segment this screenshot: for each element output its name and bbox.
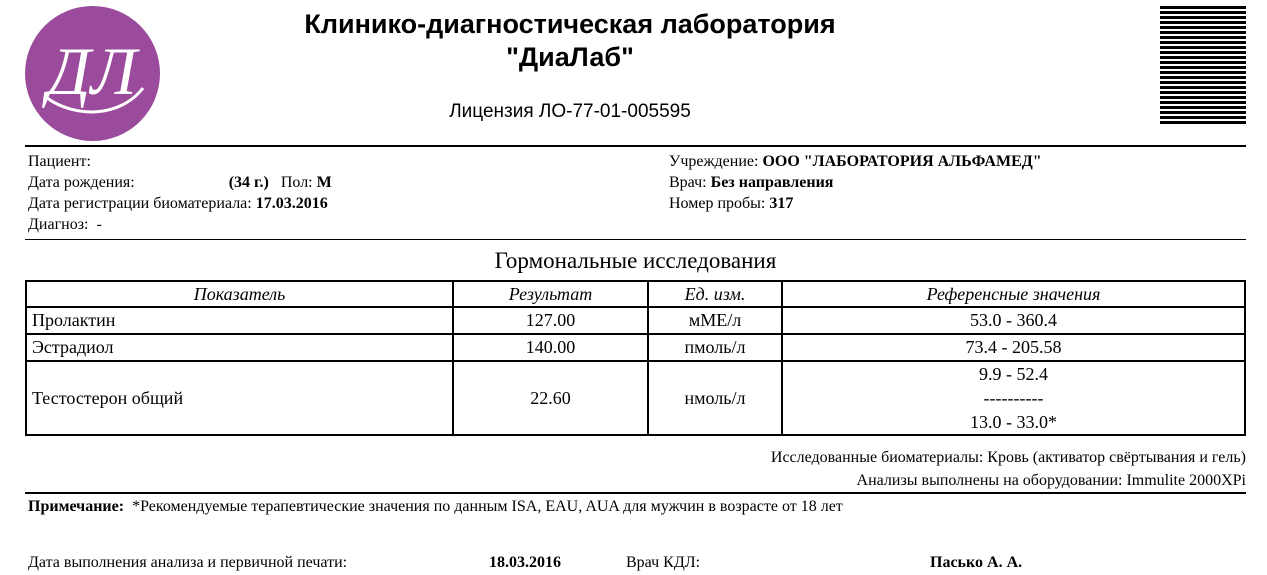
footer-divider: [25, 492, 1246, 494]
kdl-doctor-value: Пасько А. А.: [930, 554, 1023, 571]
doctor-label: Врач:: [669, 174, 707, 191]
table-row: [26, 361, 1245, 435]
parameter-name: Эстрадиол: [26, 334, 453, 361]
table-header-row: [26, 281, 1245, 307]
diagnosis-value: -: [96, 216, 102, 233]
diagnosis-label: Диагноз:: [28, 216, 89, 233]
birth-label: Дата рождения:: [28, 174, 135, 191]
header-result: Результат: [453, 281, 648, 307]
reference-separator: ----------: [983, 388, 1044, 408]
barcode: [1160, 6, 1246, 130]
header-divider: [25, 145, 1246, 147]
patient-age: (34 г.): [228, 174, 269, 191]
institution-value: ООО "ЛАБОРАТОРИЯ АЛЬФАМЕД": [762, 153, 1042, 170]
institution-label: Учреждение:: [669, 153, 759, 170]
institution-info: [669, 151, 1042, 214]
info-divider: [25, 239, 1246, 240]
table-row: [26, 334, 1245, 361]
results-table: [25, 280, 1246, 436]
result-value: 22.60: [453, 361, 648, 435]
patient-info: [28, 151, 332, 235]
parameter-name: Пролактин: [26, 307, 453, 334]
kdl-doctor-label: Врач КДЛ:: [626, 554, 701, 571]
unit-value: мМЕ/л: [648, 307, 782, 334]
parameter-name: Тестостерон общий: [26, 361, 453, 435]
doctor-value: Без направления: [710, 174, 834, 191]
logo-text: ДЛ: [47, 33, 137, 109]
table-row: [26, 307, 1245, 334]
execution-date-label: Дата выполнения анализа и первичной печати:: [28, 554, 348, 571]
result-value: 140.00: [453, 334, 648, 361]
license-number: Лицензия ЛО-77-01-005595: [449, 101, 691, 122]
lab-title-line1: Клинико-диагностическая лаборатория: [304, 9, 836, 39]
biomaterials-info: Исследованные биоматериалы: Кровь (активатор свёртывания и гель): [770, 449, 1246, 466]
result-value: 127.00: [453, 307, 648, 334]
reference-value: 53.0 - 360.4: [782, 307, 1245, 334]
unit-value: нмоль/л: [648, 361, 782, 435]
reg-date: 17.03.2016: [255, 195, 328, 212]
header-reference: Референсные значения: [782, 281, 1245, 307]
note: [28, 498, 843, 516]
header-unit: Ед. изм.: [648, 281, 782, 307]
patient-label: Пациент:: [28, 153, 91, 170]
lab-title-line2: "ДиаЛаб": [506, 42, 634, 72]
lab-logo: [25, 6, 160, 141]
reg-label: Дата регистрации биоматериала:: [28, 195, 252, 212]
equipment-info: Анализы выполнены на оборудовании: Immulite 2000XPi: [856, 472, 1246, 489]
execution-date-value: 18.03.2016: [489, 554, 561, 571]
note-label: Примечание:: [28, 498, 125, 515]
note-text: *Рекомендуемые терапевтические значения по данным ISA, EAU, AUA для мужчин в возрасте от 18 лет: [132, 498, 843, 515]
reference-line: 13.0 - 33.0*: [970, 412, 1057, 432]
reference-value: [782, 361, 1245, 435]
sex-label: Пол:: [280, 174, 313, 191]
reference-line: 9.9 - 52.4: [979, 364, 1048, 384]
section-title: Гормональные исследования: [494, 248, 777, 273]
reference-value: 73.4 - 205.58: [782, 334, 1245, 361]
sample-label: Номер пробы:: [669, 195, 766, 212]
patient-sex: М: [316, 174, 332, 191]
sample-value: 317: [769, 195, 794, 212]
unit-value: пмоль/л: [648, 334, 782, 361]
header-parameter: Показатель: [26, 281, 453, 307]
